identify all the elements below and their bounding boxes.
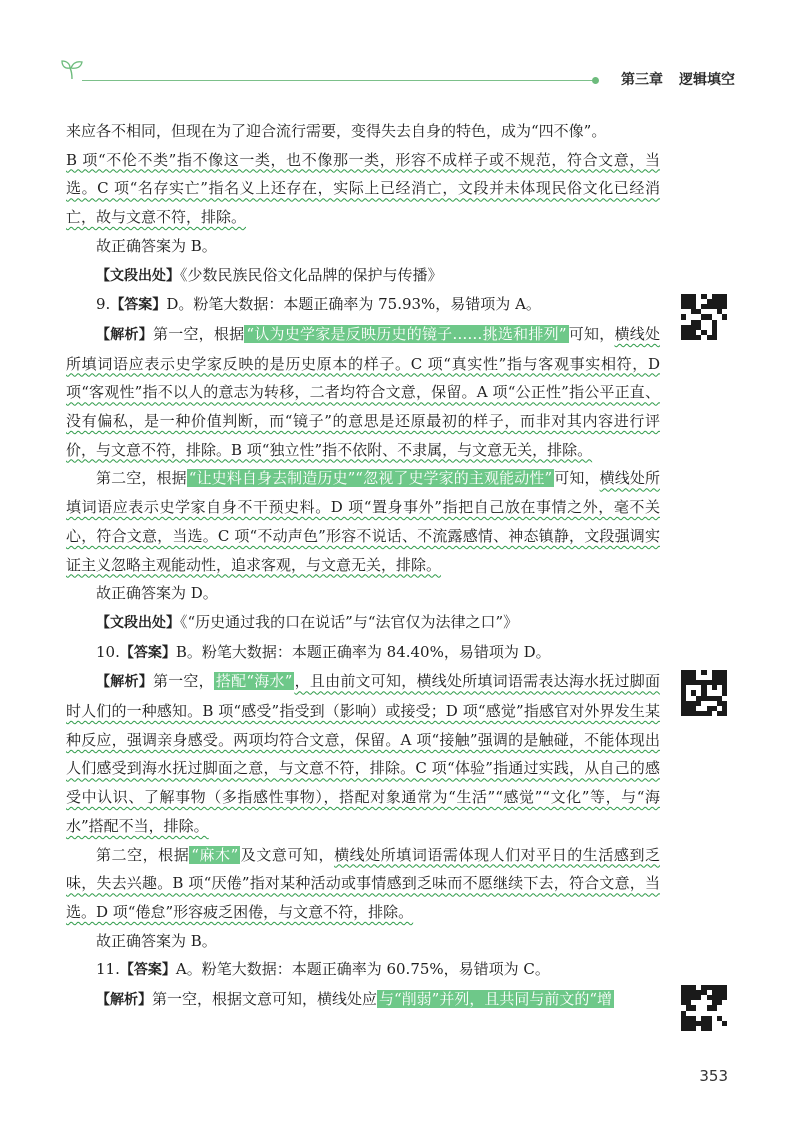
paragraph [66,146,660,232]
section-label: 【答案】 [119,962,176,979]
text-segment: 《少数民族民俗文化品牌的保护与传播》 [180,265,443,284]
highlighted-text: “认为史学家是反映历史的镜子……挑选和排列” [246,324,567,343]
section-label: 【答案】 [119,644,176,661]
highlighted-text: “让史料自身去制造历史”“忽视了史学家的主观能动性” [188,469,553,488]
text-segment: 10. [96,642,120,661]
paragraph [66,985,660,1015]
text-segment: B。粉笔大数据：本题正确率为 84.40%，易错项为 D。 [175,642,551,661]
text-segment: 《“历史通过我的口在说话”与“法官仅为法律之口”》 [180,612,519,631]
header-rule [82,80,593,81]
section-label: 【答案】 [110,297,167,314]
text-segment: 第一空，根据 [152,324,245,343]
text-segment: 横线处所填词语应表示史学家反映的是历史原本的样子。C 项“真实性”指与客观事实相符，D 项“客观性”指不以人的意志为转移，二者均符合文意，保留。A 项“公正性”指公平正直、没有偏私，是一种价值判断，而“镜子”的意思是还原最初的样子，而非对其内容进行评价，与文意不符，排除。B 项“独立性”指不依附、不隶属，与文意无关，排除。 [66,324,660,459]
paragraph [66,841,660,927]
page-number: 353 [699,1067,728,1085]
text-segment: 第一空， [152,672,214,691]
text-segment: B 项“不伦不类”指不像这一类，也不像那一类，形容不成样子或不规范，符合文意，当选。C 项“名存实亡”指名义上还存在，实际上已经消亡，文段并未体现民俗文化已经消亡，故与文意不符，排除。 [66,150,660,227]
chapter-heading [621,69,735,89]
paragraph [66,638,660,668]
paragraph [66,320,660,465]
qr-code-icon[interactable] [681,670,727,716]
text-segment: 第二空，根据 [96,845,190,864]
highlighted-text: “麻木” [191,845,239,864]
section-label: 【解析】 [96,326,153,343]
text-segment: 第一空，根据文意可知，横线处应 [152,990,378,1009]
text-segment: ，且由前文可知，横线处所填词语需表达海水抚过脚面时人们的一种感知。B 项“感受”指受到（影响）或接受；D 项“感觉”指感官对外界发生某种反应，强调亲身感受。两项均符合文意，保留。A 项“接触”强调的是触碰，不能体现出人们感受到海水抚过脚面之意，与文意不符，排除。C 项“体验”指通过实践，从自己的感受中认识、了解事物（多指感性事物），搭配对象通常为“生活”“感觉”“文化”等，与“海水”搭配不当，排除。 [66,672,660,835]
paragraph [66,955,660,985]
document-body [66,117,660,1015]
section-label: 【解析】 [96,674,153,691]
paragraph [66,608,660,638]
paragraph [66,667,660,840]
section-label: 【解析】 [96,992,152,1009]
text-segment: 横线处所填词语需体现人们对平日的生活感到乏味，失去兴趣。B 项“厌倦”指对某种活动或事情感到乏味而不愿继续下去，符合文意，当选。D 项“倦怠”形容疲乏困倦，与文意不符，排除。 [66,845,660,921]
text-segment: 来应各不相同，但现在为了迎合流行需要，变得失去自身的特色，成为“四不像”。 [66,122,607,140]
paragraph [66,290,660,320]
qr-code-icon[interactable] [681,294,727,340]
text-segment: 故正确答案为 D。 [96,584,218,603]
text-segment: D。粉笔大数据：本题正确率为 75.93%，易错项为 A。 [166,295,541,314]
highlighted-text: 与“削弱”并列，且共同与前文的“增 [379,990,613,1009]
text-segment: 9. [96,295,111,314]
paragraph [66,232,660,261]
paragraph [66,117,660,146]
text-segment: 11. [96,960,120,979]
page-header [60,58,735,90]
sprout-icon [60,58,84,80]
text-segment: 横线处所填词语应表示史学家自身不干预史料。D 项“置身事外”指把自己放在事情之外，毫不关心，符合文意，当选。C 项“不动声色”形容不说话、不流露感情、神态镇静，文段强调实证主义忽略主观能动性，追求客观，与文意无关，排除。 [66,469,660,574]
chapter-title: 逻辑填空 [679,72,735,88]
section-label: 【文段出处】 [96,614,180,631]
text-segment: A。粉笔大数据：本题正确率为 60.75%，易错项为 C。 [175,960,550,979]
paragraph [66,261,660,291]
text-segment: 故正确答案为 B。 [96,931,217,950]
text-segment: 故正确答案为 B。 [96,236,217,255]
paragraph [66,464,660,579]
text-segment: 可知， [568,324,615,343]
qr-code-icon[interactable] [681,985,727,1031]
text-segment: 第二空，根据 [96,469,187,488]
text-segment: 可知， [554,469,600,488]
highlighted-text: 搭配“海水” [215,672,293,691]
paragraph [66,927,660,956]
section-label: 【文段出处】 [96,267,180,284]
paragraph [66,579,660,608]
chapter-number: 第三章 [621,72,663,88]
text-segment: 及文意可知， [240,845,335,864]
